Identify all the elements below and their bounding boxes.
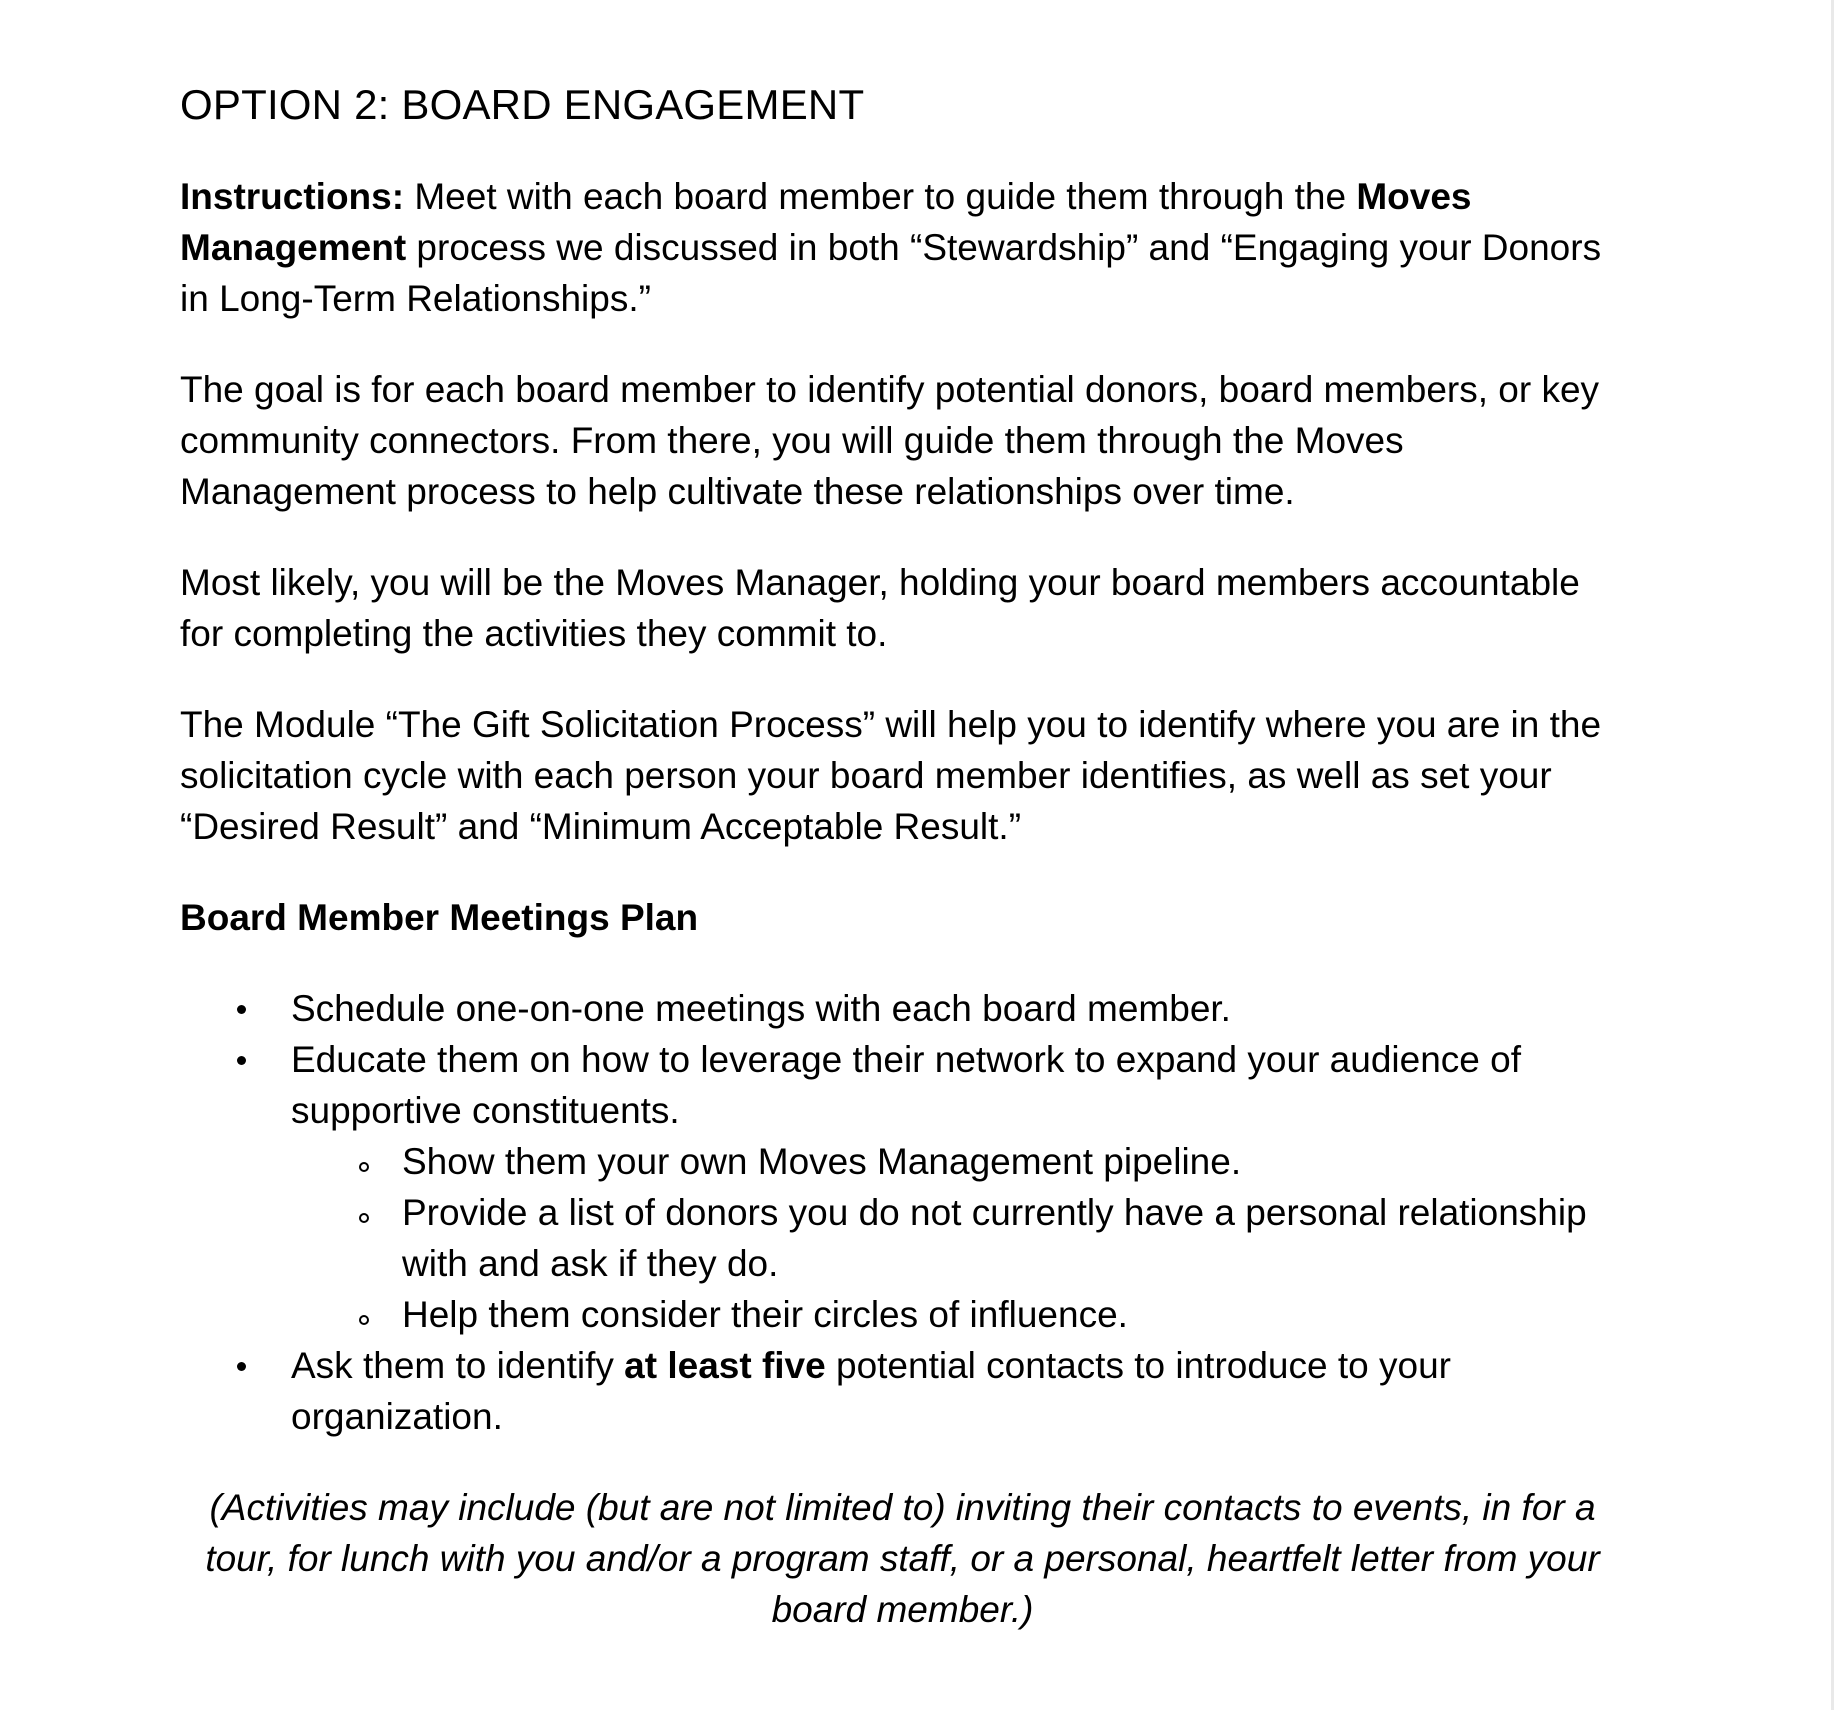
moves-management-term: Moves Management	[180, 176, 1472, 268]
bullet-icon	[237, 1005, 246, 1014]
list-item-text	[291, 1345, 1451, 1437]
list-item-text: Educate them on how to leverage their network to expand your audience of supportive constituents.	[291, 1039, 1521, 1131]
list-item-text: Schedule one-on-one meetings with each board member.	[291, 988, 1231, 1029]
at-least-five-emphasis: at least five	[624, 1345, 826, 1386]
goal-paragraph: The goal is for each board member to identify potential donors, board members, or key community connectors. From there, you will guide them through the Moves Management process to help cultivate these relationships over time.	[180, 369, 1600, 512]
sub-list-item	[291, 1187, 1625, 1289]
hollow-circle-bullet-icon	[359, 1213, 369, 1223]
activities-note: (Activities may include (but are not limited to) inviting their contacts to events, in for a tour, for lunch with you and/or a program staff, or a personal, heartfelt letter from your board member.)	[205, 1487, 1600, 1630]
hollow-circle-bullet-icon	[359, 1315, 369, 1325]
moves-manager-paragraph: Most likely, you will be the Moves Manager, holding your board members accountable for completing the activities they commit to.	[180, 562, 1580, 654]
document-content	[180, 75, 1625, 1635]
sub-list	[291, 1136, 1625, 1340]
bullet-icon	[237, 1362, 246, 1371]
sub-list-item-text: Show them your own Moves Management pipeline.	[402, 1141, 1242, 1182]
sub-list-item	[291, 1136, 1625, 1187]
item3-text-after: potential contacts to introduce to your organization.	[291, 1345, 1451, 1437]
instructions-label: Instructions:	[180, 176, 405, 217]
instructions-text-1: Meet with each board member to guide them through the	[404, 176, 1357, 217]
list-item	[180, 1034, 1625, 1340]
sub-list-item	[291, 1289, 1625, 1340]
sub-list-item-text: Help them consider their circles of influence.	[402, 1294, 1128, 1335]
item3-text-before: Ask them to identify	[291, 1345, 625, 1386]
sub-list-item-text: Provide a list of donors you do not currently have a personal relationship with and ask if they do.	[402, 1192, 1587, 1284]
bullet-icon	[237, 1056, 246, 1065]
hollow-circle-bullet-icon	[359, 1162, 369, 1172]
instructions-paragraph	[180, 171, 1625, 324]
list-item	[180, 1340, 1625, 1442]
module-paragraph: The Module “The Gift Solicitation Process” will help you to identify where you are in the solicitation cycle with each person your board member identifies, as well as set your “Desired Result” and “Minimum Acceptable Result.”	[180, 704, 1602, 847]
list-item	[180, 983, 1625, 1034]
instructions-text-2: process we discussed in both “Stewardship” and “Engaging your Donors in Long-Term Relationships.”	[180, 227, 1602, 319]
plan-heading: Board Member Meetings Plan	[180, 897, 699, 938]
page-title: OPTION 2: BOARD ENGAGEMENT	[180, 81, 865, 128]
meetings-plan-list	[180, 983, 1625, 1442]
